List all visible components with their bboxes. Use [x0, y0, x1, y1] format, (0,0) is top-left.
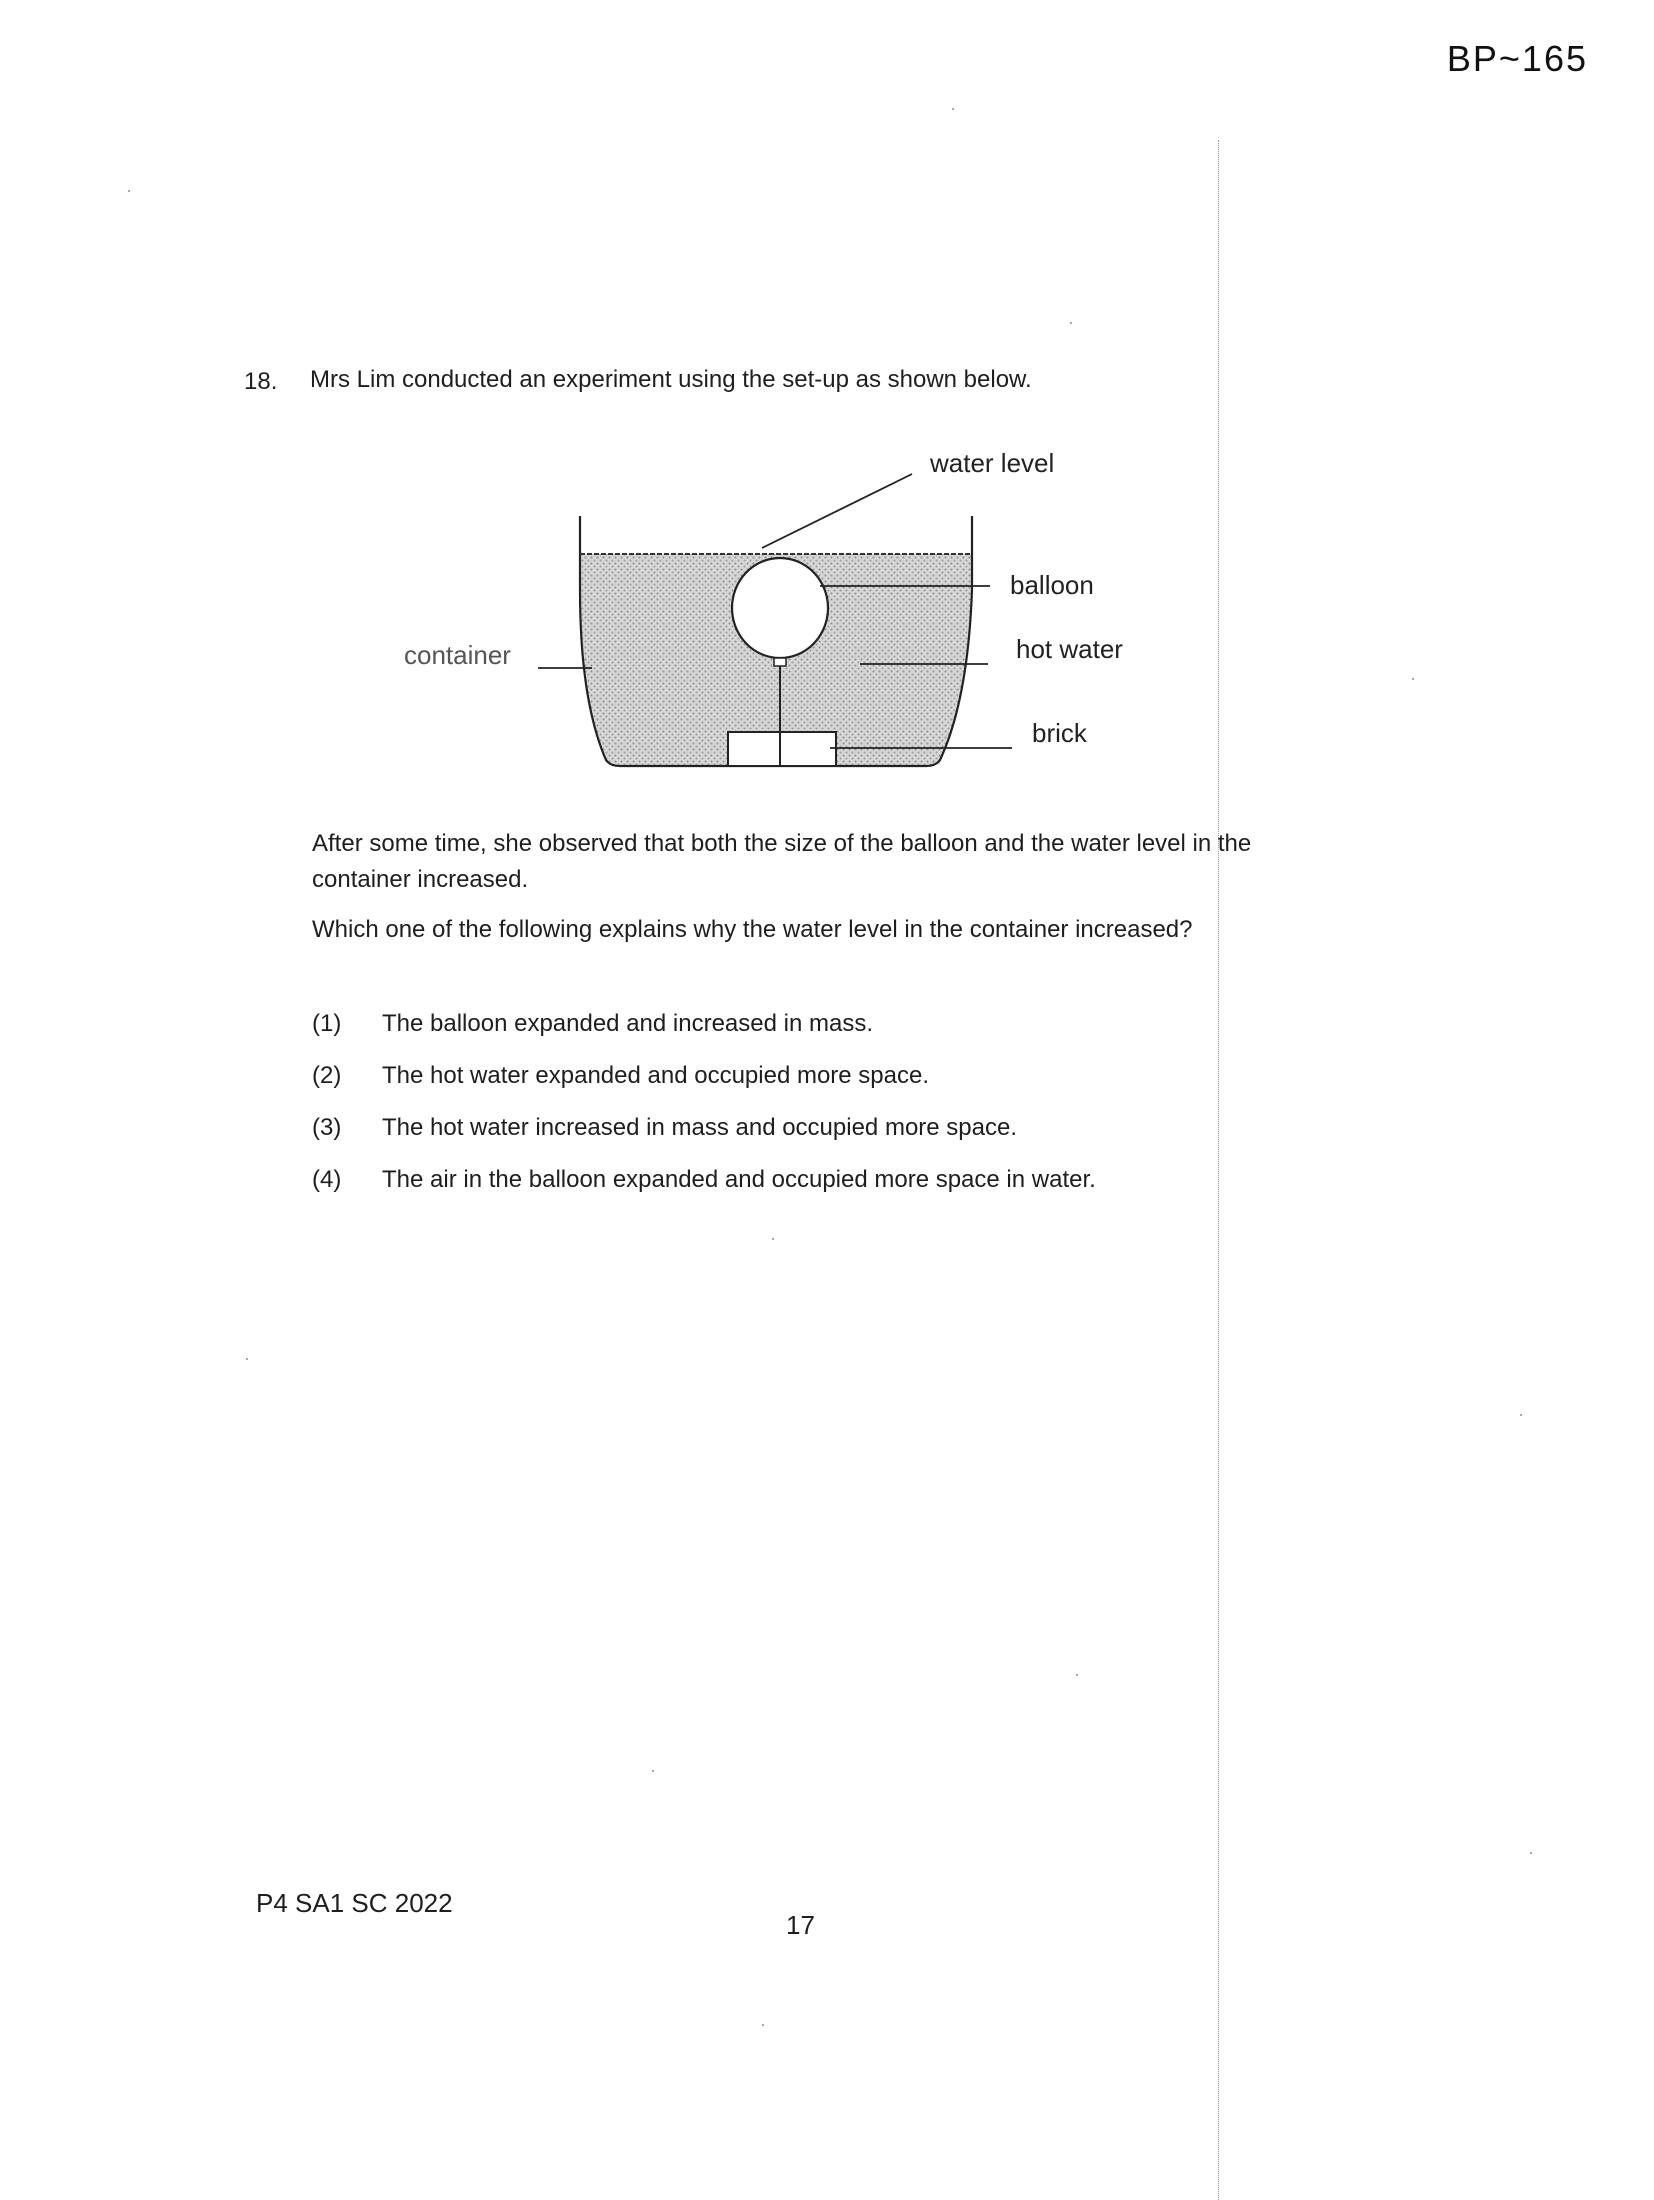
- option-1[interactable]: [312, 1010, 1232, 1062]
- option-3[interactable]: [312, 1114, 1232, 1166]
- scan-speck: [1070, 322, 1072, 324]
- brick-shape: [728, 732, 836, 766]
- label-balloon: balloon: [1010, 570, 1094, 600]
- paper-code: P4 SA1 SC 2022: [256, 1888, 453, 1918]
- label-brick: brick: [1032, 718, 1087, 748]
- option-number: (2): [312, 1062, 342, 1089]
- page-number: 17: [786, 1910, 815, 1940]
- question-stem: Mrs Lim conducted an experiment using the set-up as shown below.: [310, 366, 1032, 393]
- label-water-level: water level: [930, 448, 1055, 478]
- label-container: container: [404, 640, 511, 670]
- page-code: BP~165: [1446, 38, 1588, 79]
- question-prompt: Which one of the following explains why the water level in the container increased?: [312, 916, 1193, 943]
- option-text: The balloon expanded and increased in mass.: [382, 1010, 873, 1037]
- option-number: (1): [312, 1010, 342, 1037]
- option-2[interactable]: [312, 1062, 1232, 1114]
- option-text: The hot water increased in mass and occupied more space.: [382, 1114, 1018, 1141]
- question-number: 18.: [244, 368, 278, 395]
- scan-speck: [952, 108, 954, 110]
- balloon-knot: [774, 658, 786, 666]
- water-level-leader: [762, 474, 912, 548]
- option-4[interactable]: [312, 1166, 1232, 1218]
- option-number: (4): [312, 1166, 342, 1193]
- option-text: The air in the balloon expanded and occupied more space in water.: [382, 1166, 1096, 1193]
- option-number: (3): [312, 1114, 342, 1141]
- scan-speck: [1412, 678, 1414, 680]
- scan-speck: [762, 2024, 764, 2026]
- scan-speck: [246, 1358, 248, 1360]
- observation-text: After some time, she observed that both the size of the balloon and the water level in the container increased.: [312, 830, 1252, 893]
- scan-speck: [652, 1770, 654, 1772]
- scan-speck: [1520, 1414, 1522, 1416]
- option-text: The hot water expanded and occupied more space.: [382, 1062, 930, 1089]
- answer-options: [312, 1010, 1232, 1218]
- label-hot-water: hot water: [1016, 634, 1123, 664]
- scan-speck: [1530, 1852, 1532, 1854]
- balloon-shape: [732, 558, 828, 658]
- scan-speck: [1076, 1674, 1078, 1676]
- scan-speck: [128, 190, 130, 192]
- scan-speck: [772, 1238, 774, 1240]
- experiment-diagram: [380, 430, 1160, 790]
